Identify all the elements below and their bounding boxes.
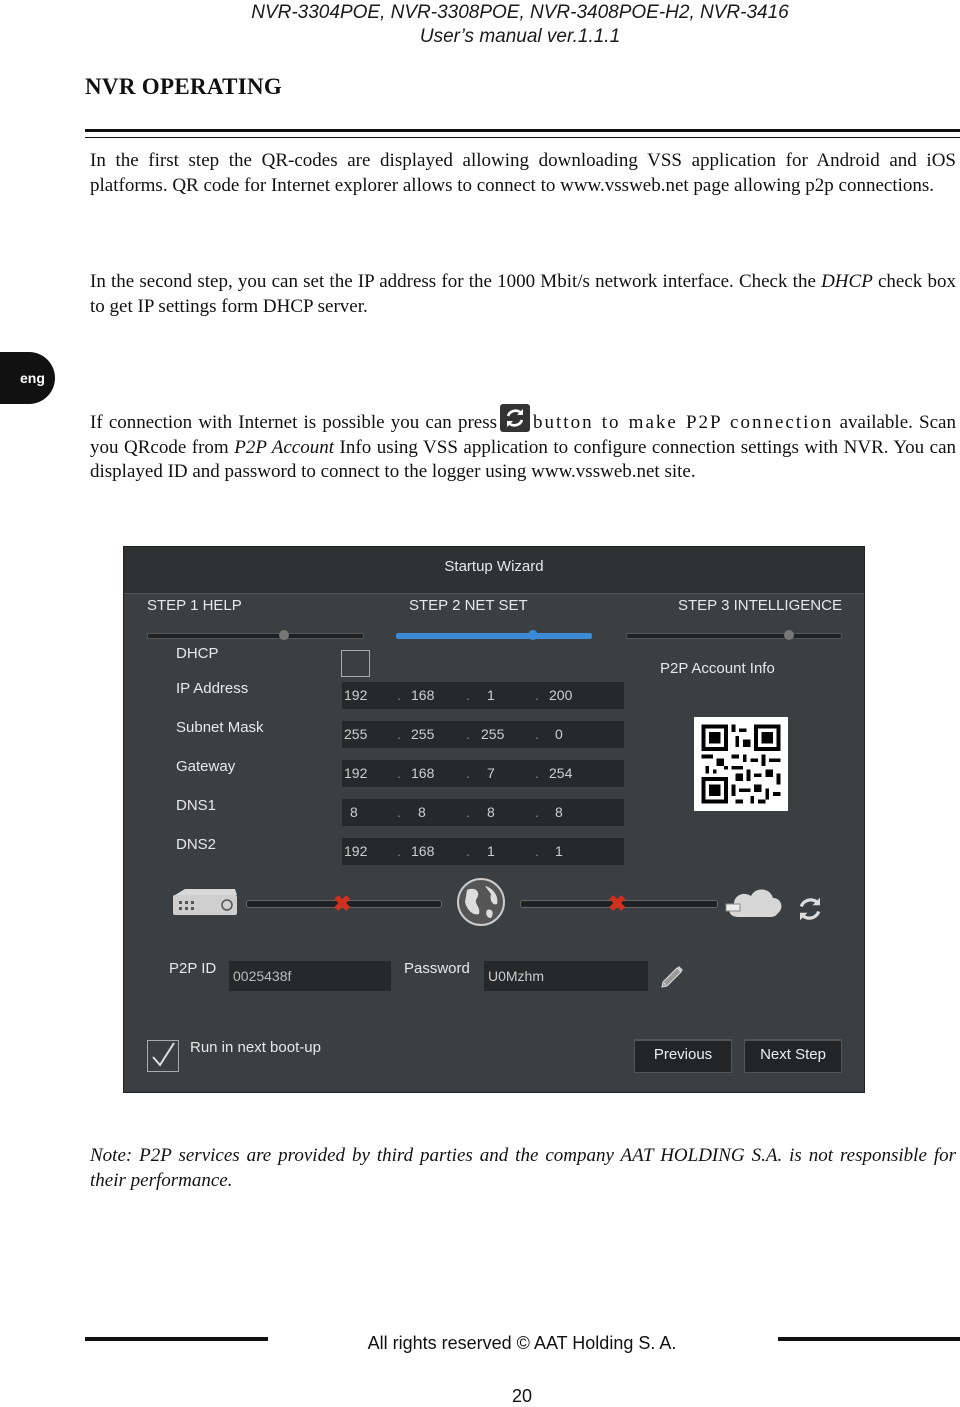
- step3-progress-track: [626, 633, 842, 639]
- link-failed-x-icon: ✖: [333, 891, 352, 916]
- tab-step3-intelligence[interactable]: STEP 3 INTELLIGENCE: [678, 597, 842, 614]
- run-next-boot-checkbox[interactable]: [147, 1040, 179, 1072]
- p2p-note: Note: P2P services are provided by third parties and the company AAT HOLDING S.A. is not responsible for their performance.: [90, 1145, 956, 1191]
- p2p-account-info-label: P2P Account Info: [660, 660, 775, 677]
- ip-address-field[interactable]: 192 . 168 . 1 . 200: [342, 682, 624, 709]
- step2-progress-thumb: [528, 630, 538, 640]
- cloud-link-failed-x-icon: ✖: [608, 891, 627, 916]
- header-models: NVR-3304POE, NVR-3308POE, NVR-3408POE-H2, NVR-3416: [251, 2, 789, 23]
- next-step-button[interactable]: Next Step: [744, 1039, 842, 1073]
- step1-progress-thumb: [279, 630, 289, 640]
- paragraph-step3-mid1: available. Scan you QRcode from: [90, 412, 956, 458]
- dns1-label: DNS1: [176, 797, 217, 814]
- pencil-edit-icon[interactable]: [659, 962, 687, 990]
- run-next-boot-label: Run in next boot-up: [190, 1039, 321, 1056]
- section-title: NVR OPERATING: [85, 74, 283, 99]
- tab-step2-net-set[interactable]: STEP 2 NET SET: [409, 597, 528, 614]
- p2p-qr-code: [694, 717, 788, 811]
- paragraph-step3-mid2: Info using VSS application to configure connection settings with NVR. You can displayed ID and password to connect to the logger using www.vssweb.net site.: [90, 436, 957, 482]
- cloud-icon: [724, 885, 786, 921]
- paragraph-step3-p2p: P2P Account: [234, 436, 335, 458]
- startup-wizard-screenshot: [123, 546, 865, 1093]
- step1-progress-track: [147, 633, 364, 639]
- paragraph-step3: [90, 404, 956, 485]
- paragraph-step2-before: In the second step, you can set the IP address for the 1000 Mbit/s network interface. Check the: [90, 271, 822, 292]
- dhcp-checkbox[interactable]: [341, 650, 370, 677]
- dhcp-label: DHCP: [176, 645, 219, 662]
- nvr-device-icon: [171, 887, 239, 917]
- paragraph-step2-after: check box to get IP settings form DHCP server.: [90, 271, 956, 317]
- password-field[interactable]: U0Mzhm: [484, 961, 648, 991]
- previous-button[interactable]: Previous: [634, 1039, 732, 1073]
- language-tab: eng: [0, 352, 55, 404]
- p2p-id-label: P2P ID: [169, 960, 217, 977]
- p2p-refresh-button[interactable]: [794, 894, 826, 924]
- paragraph-step2-dhcp: DHCP: [821, 271, 873, 292]
- p2p-id-field[interactable]: 0025438f: [229, 961, 391, 991]
- paragraph-step3-lead: If connection with Internet is possible you can press: [90, 412, 498, 433]
- gateway-label: Gateway: [176, 758, 236, 775]
- paragraph-step3-spaced: button to make P2P connection: [533, 412, 834, 433]
- tab-step1-help[interactable]: STEP 1 HELP: [147, 597, 242, 614]
- step3-progress-thumb: [784, 630, 794, 640]
- dns2-field[interactable]: 192 . 168 . 1 . 1: [342, 838, 624, 865]
- header-manual-version: User’s manual ver.1.1.1: [419, 26, 621, 47]
- paragraph-step2: [90, 270, 956, 319]
- step2-progress-track: [396, 633, 592, 639]
- ip-address-label: IP Address: [176, 680, 249, 697]
- dns1-field[interactable]: 8 . 8 . 8 . 8: [342, 799, 624, 826]
- refresh-icon: [500, 404, 530, 432]
- globe-icon: [455, 876, 507, 928]
- gateway-field[interactable]: 192 . 168 . 7 . 254: [342, 760, 624, 787]
- subnet-mask-field[interactable]: 255 . 255 . 255 . 0: [342, 721, 624, 748]
- page-number: 20: [511, 1386, 533, 1406]
- title-rule-thick: [85, 129, 960, 132]
- title-rule-thin: [85, 137, 960, 138]
- paragraph-step1: In the first step the QR-codes are displayed allowing downloading VSS application for Android and iOS platforms. QR code for Internet explorer allows to connect to www.vssweb.net page allowing p2p connections.: [90, 150, 956, 196]
- subnet-mask-label: Subnet Mask: [176, 719, 264, 736]
- password-label: Password: [404, 960, 470, 977]
- wizard-title: Startup Wizard: [124, 547, 864, 594]
- dns2-label: DNS2: [176, 836, 217, 853]
- footer-copyright: All rights reserved © AAT Holding S. A.: [367, 1333, 677, 1353]
